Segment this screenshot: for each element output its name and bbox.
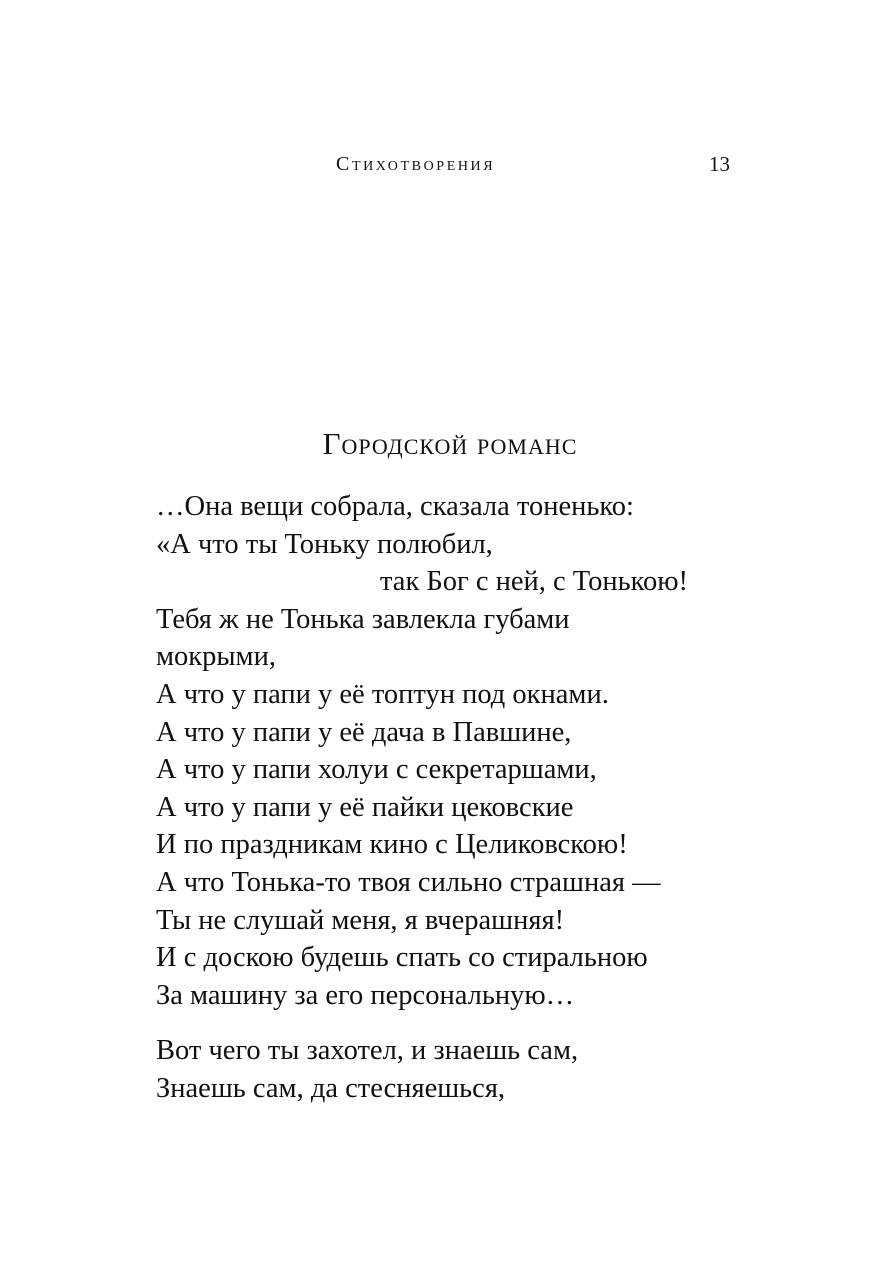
poem-line: А что у папи у её топтун под окнами.	[156, 678, 609, 710]
poem-line: мокрыми,	[156, 641, 276, 673]
stanza-divider	[156, 1014, 736, 1032]
poem-body	[156, 488, 736, 1108]
stanza-2	[156, 1032, 736, 1107]
running-head	[0, 150, 892, 180]
poem-title: Городской романс	[322, 426, 578, 461]
poem-line: Ты не слушай меня, я вчерашняя!	[156, 904, 565, 936]
poem-line: Знаешь сам, да стесняешься,	[156, 1072, 506, 1104]
poem-line: А что у папи у её дача в Павшине,	[156, 716, 572, 748]
poem-line: А что у папи у её пайки цековские	[156, 791, 574, 823]
section-title: Стихотворения	[336, 153, 496, 175]
page-number: 13	[709, 152, 730, 176]
poem-line: И с доскою будешь спать со стиральною	[156, 942, 648, 974]
poem-line: А что у папи холуи с секретаршами,	[156, 754, 597, 786]
poem-line-indented: так Бог с ней, с Тонькою!	[380, 566, 689, 598]
stanza-1	[156, 488, 736, 1014]
poem-line: Вот чего ты захотел, и знаешь сам,	[156, 1035, 579, 1067]
poem-line: А что Тонька-то твоя сильно страшная —	[156, 866, 661, 898]
poem-line: За машину за его персональную…	[156, 979, 575, 1011]
poem-line: «А что ты Тоньку полюбил,	[156, 528, 493, 560]
poem-line: …Она вещи собрала, сказала тоненько:	[156, 491, 634, 522]
poem-line: И по праздникам кино с Целиковскою!	[156, 829, 628, 861]
poem-line: Тебя ж не Тонька завлекла губами	[156, 603, 570, 635]
